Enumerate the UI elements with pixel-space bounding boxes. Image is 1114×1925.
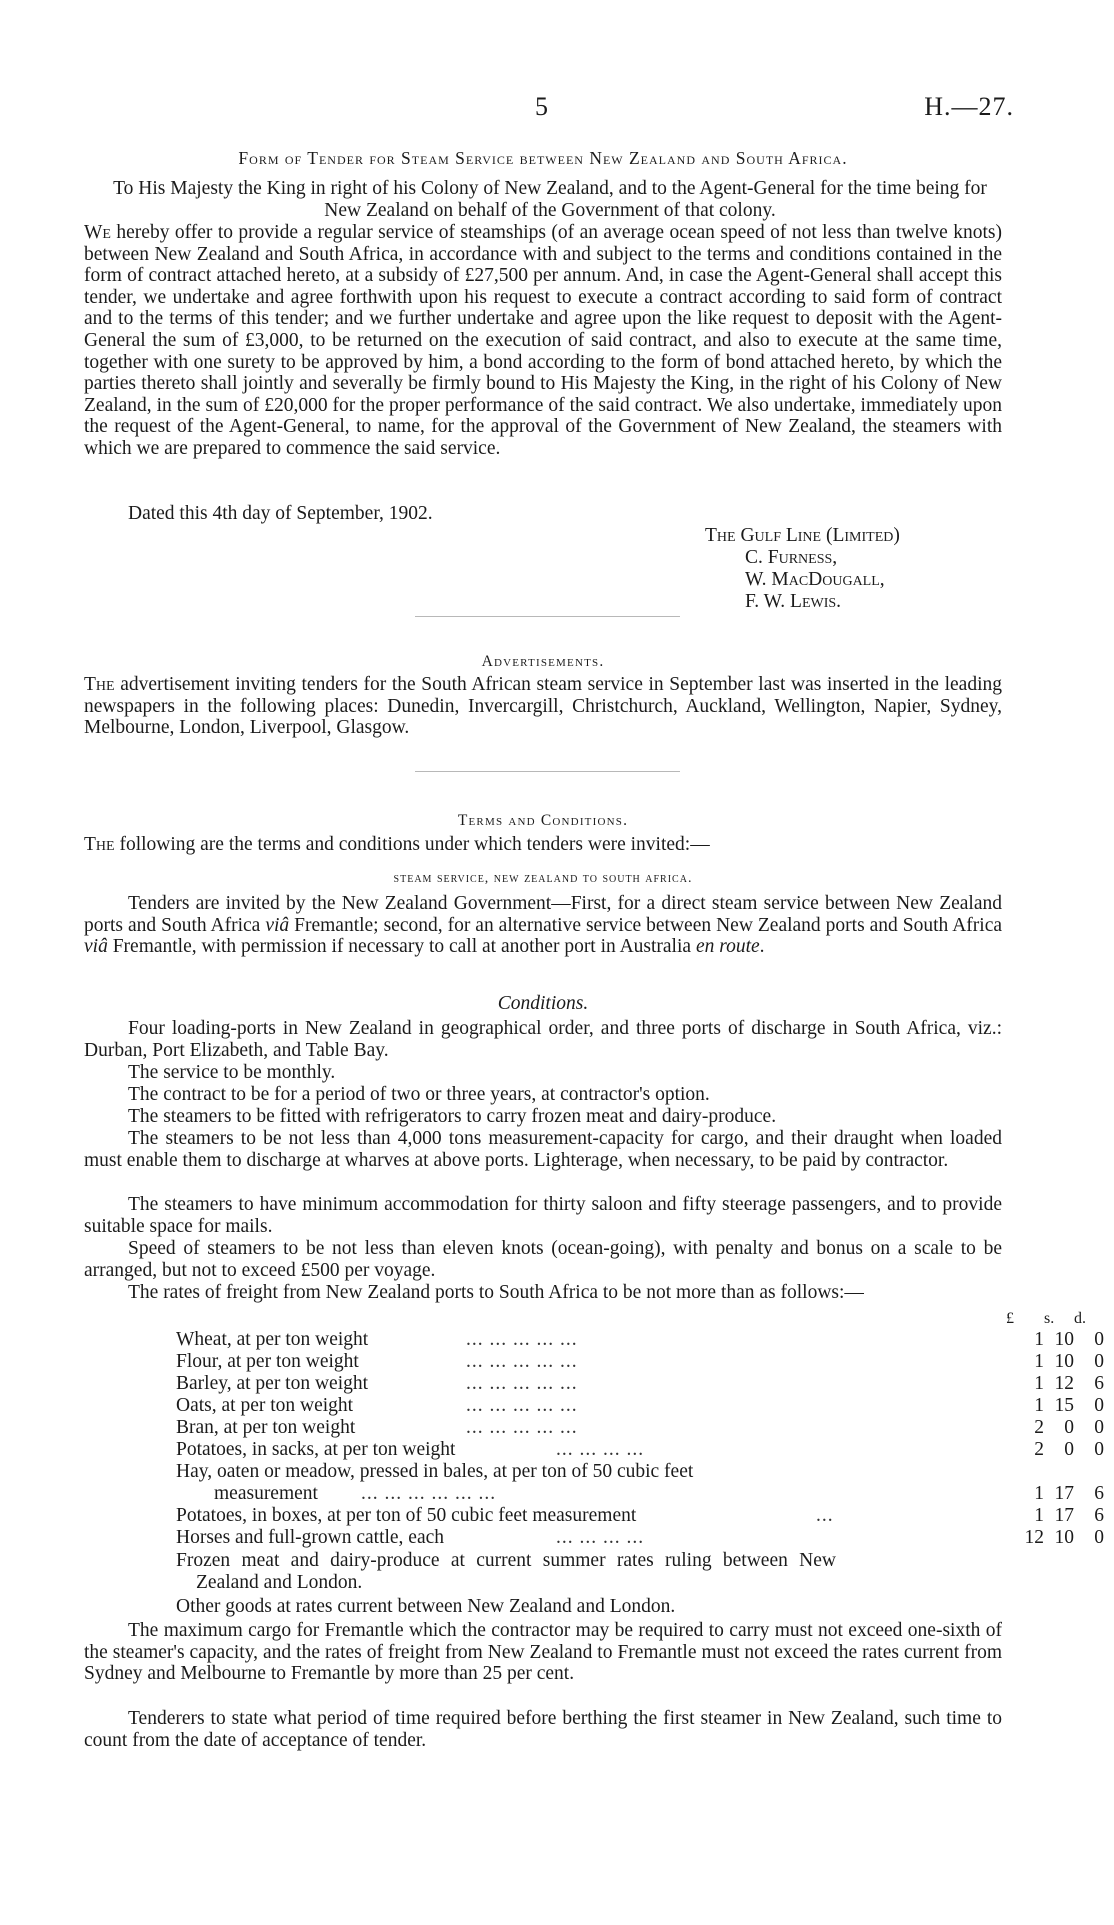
column-pounds: £	[1006, 1310, 1014, 1327]
rate-pence: 6	[1094, 1505, 1104, 1526]
frozen-meat-note: Frozen meat and dairy-produce at current summer rates ruling between New Zealand and London.	[176, 1550, 836, 1593]
terms-intro-text: following are the terms and conditions under which tenders were invited:—	[114, 834, 710, 855]
rate-shillings: 10	[1054, 1351, 1074, 1372]
rate-row: Oats, at per ton weight ... ... ... ... ... 1 15 0	[176, 1395, 1104, 1416]
terms-title: Terms and Conditions.	[457, 812, 629, 829]
tenders-invited-via2: viâ	[84, 936, 108, 958]
rate-row: Wheat, at per ton weight ... ... ... ... ... 1 10 0	[176, 1329, 1104, 1350]
rate-pounds: 1	[1034, 1505, 1044, 1526]
section-divider	[415, 616, 680, 617]
condition-item: The steamers to have minimum accommodation for thirty saloon and fifty steerage passengers, and to provide suitable space for mails.	[84, 1194, 1002, 1237]
advertisements-text: advertisement inviting tenders for the South African steam service in September last was inserted in the leading newspapers in the following places: Dunedin, Invercargill, Christchurch, Auckland, Wellington, Napier, Sydney, Melbourne, London, Liverpool, Glasgow.	[84, 674, 1002, 739]
rate-shillings: 0	[1064, 1439, 1074, 1460]
advertisements-body	[84, 674, 1002, 739]
tender-dated: Dated this 4th day of September, 1902.	[128, 503, 433, 524]
rate-pence: 0	[1094, 1417, 1104, 1438]
rate-pounds: 2	[1034, 1417, 1044, 1438]
rate-shillings: 12	[1054, 1373, 1074, 1394]
condition-item: Speed of steamers to be not less than eleven knots (ocean-going), with penalty and bonus on a scale to be arranged, but not to exceed £500 per voyage.	[84, 1238, 1002, 1281]
tender-body-text: hereby offer to provide a regular service of steamships (of an average ocean speed of not less than twelve knots) between New Zealand and South Africa, in accordance with and subject to the terms and conditions contained in the form of contract attached hereto, at a subsidy of £27,500 per annum. And, in case the Agent-General shall accept this tender, we undertake and agree forthwith upon his request to execute a contract according to said form of contract and to the terms of this tender; and we further undertake and agree upon the like request to deposit with the Agent-General the sum of £3,000, to be returned on the execution of said contract, and also to execute at the same time, together with one surety to be approved by him, a bond according to the form of bond attached hereto, by which the parties thereto shall jointly and severally be firmly bound to His Majesty the King, in the right of his Colony of New Zealand, in the sum of £20,000 for the proper performance of the said contract. We also undertake, immediately upon the request of the Agent-General, to name, for the approval of the Government of New Zealand, the steamers with which we are prepared to commence the said service.	[84, 222, 1002, 459]
tenders-invited	[84, 893, 1002, 958]
rate-item: Barley, at per ton weight	[176, 1373, 369, 1394]
rate-item: Horses and full-grown cattle, each	[176, 1527, 445, 1548]
other-goods-note: Other goods at rates current between New Zealand and London.	[176, 1596, 676, 1617]
rate-pounds: 2	[1034, 1439, 1044, 1460]
conditions-title: Conditions.	[497, 993, 589, 1014]
advertisements-title: Advertisements.	[481, 653, 605, 670]
signatory-2: W. MacDougall,	[745, 569, 885, 590]
rate-item: Oats, at per ton weight	[176, 1395, 354, 1416]
section-divider	[415, 771, 680, 772]
rate-row: Bran, at per ton weight ... ... ... ... ... 2 0 0	[176, 1417, 1104, 1438]
maximum-cargo-paragraph: The maximum cargo for Fremantle which the contractor may be required to carry must not exceed one-sixth of the steamer's capacity, and the rates of freight from New Zealand to Fremantle must not exceed the rates current from Sydney and Melbourne to Fremantle by more than 25 per cent.	[84, 1620, 1002, 1685]
rate-shillings: 17	[1054, 1505, 1074, 1526]
tender-form-title: Form of Tender for Steam Service between New Zealand and South Africa.	[238, 148, 848, 168]
rate-item: Flour, at per ton weight	[176, 1351, 359, 1372]
rate-row: Barley, at per ton weight ... ... ... ... ... 1 12 6	[176, 1373, 1104, 1394]
rate-shillings: 0	[1064, 1417, 1074, 1438]
terms-subtitle: steam service, new zealand to south africa.	[393, 871, 693, 886]
condition-item: The steamers to be fitted with refrigerators to carry frozen meat and dairy-produce.	[128, 1106, 777, 1127]
rate-pounds: 1	[1034, 1351, 1044, 1372]
page-reference: H.—27.	[924, 92, 1014, 121]
rate-row: Horses and full-grown cattle, each ... ... ... ... 12 10 0	[176, 1527, 1104, 1548]
rate-item: Hay, oaten or meadow, pressed in bales, at per ton of 50 cubic feet	[176, 1461, 694, 1482]
rate-row: Flour, at per ton weight ... ... ... ... ... 1 10 0	[176, 1351, 1104, 1372]
rate-pence: 0	[1094, 1527, 1104, 1548]
rate-item: Potatoes, in sacks, at per ton weight	[176, 1439, 456, 1460]
condition-item: The steamers to be not less than 4,000 tons measurement-capacity for cargo, and their draught when loaded must enable them to discharge at wharves at above ports. Lighterage, when necessary, to be paid by contractor.	[84, 1128, 1002, 1171]
rate-pounds: 12	[1024, 1527, 1044, 1548]
rate-pence: 6	[1094, 1373, 1104, 1394]
rate-pounds: 1	[1034, 1483, 1044, 1504]
rate-pence: 6	[1094, 1483, 1104, 1504]
tender-address: To His Majesty the King in right of his Colony of New Zealand, and to the Agent-General for the time being for New Zealand on behalf of the Government of that colony.	[113, 178, 987, 221]
tender-body	[84, 222, 1002, 460]
rate-pence: 0	[1094, 1395, 1104, 1416]
tenders-invited-via1: viâ	[265, 914, 290, 936]
column-pence: d.	[1074, 1310, 1086, 1327]
page-number: 5	[535, 92, 549, 121]
terms-intro-lead: The	[84, 834, 115, 855]
rate-row: Potatoes, in sacks, at per ton weight ... ... ... ... 2 0 0	[176, 1439, 1104, 1460]
rate-pence: 0	[1094, 1351, 1104, 1372]
rate-item: Bran, at per ton weight	[176, 1417, 356, 1438]
tenders-invited-part3: Fremantle, with permission if necessary to call at another port in Australia	[107, 936, 696, 958]
condition-item: The contract to be for a period of two or three years, at contractor's option.	[128, 1084, 710, 1105]
rate-pence: 0	[1094, 1329, 1104, 1350]
rate-shillings: 10	[1054, 1527, 1074, 1548]
signatory-company: The Gulf Line (Limited)	[705, 525, 900, 546]
rate-pounds: 1	[1034, 1373, 1044, 1394]
tenders-invited-part2: Fremantle; second, for an alternative service between New Zealand ports and South Africa	[289, 914, 1002, 936]
rate-item-continued: measurement	[214, 1483, 318, 1504]
advertisements-lead: The	[84, 674, 115, 695]
rate-pounds: 1	[1034, 1329, 1044, 1350]
tender-body-lead: We	[84, 222, 111, 243]
signatory-3: F. W. Lewis.	[745, 591, 842, 612]
rate-shillings: 17	[1054, 1483, 1074, 1504]
rate-item: Potatoes, in boxes, at per ton of 50 cubic feet measurement	[176, 1505, 637, 1526]
tenderers-paragraph: Tenderers to state what period of time required before berthing the first steamer in New Zealand, such time to count from the date of acceptance of tender.	[84, 1708, 1002, 1751]
rate-row-continued: measurement ... ... ... ... ... ... 1 17 6	[214, 1483, 1104, 1504]
tenders-invited-part4: .	[759, 936, 765, 958]
column-shillings: s.	[1044, 1310, 1055, 1327]
tenders-invited-part1: Tenders are invited by the New Zealand Government—First, for a direct steam service between New Zealand ports and South Africa	[84, 893, 1002, 936]
rate-row	[176, 1461, 936, 1483]
tenders-invited-en-route: en route	[695, 936, 760, 958]
rate-shillings: 10	[1054, 1329, 1074, 1350]
terms-intro	[84, 834, 1002, 856]
condition-item: The service to be monthly.	[128, 1062, 336, 1083]
rate-pounds: 1	[1034, 1395, 1044, 1416]
rate-pence: 0	[1094, 1439, 1104, 1460]
condition-item: The rates of freight from New Zealand ports to South Africa to be not more than as follows:—	[128, 1282, 864, 1303]
rate-item: Wheat, at per ton weight	[176, 1329, 369, 1350]
signatory-1: C. Furness,	[745, 547, 838, 568]
rates-column-headers	[176, 1310, 1086, 1330]
rate-shillings: 15	[1054, 1395, 1074, 1416]
condition-item: Four loading-ports in New Zealand in geographical order, and three ports of discharge in South Africa, viz.: Durban, Port Elizabeth, and Table Bay.	[84, 1018, 1002, 1061]
rate-row: Potatoes, in boxes, at per ton of 50 cubic feet measurement ... 1 17 6	[176, 1505, 1104, 1526]
